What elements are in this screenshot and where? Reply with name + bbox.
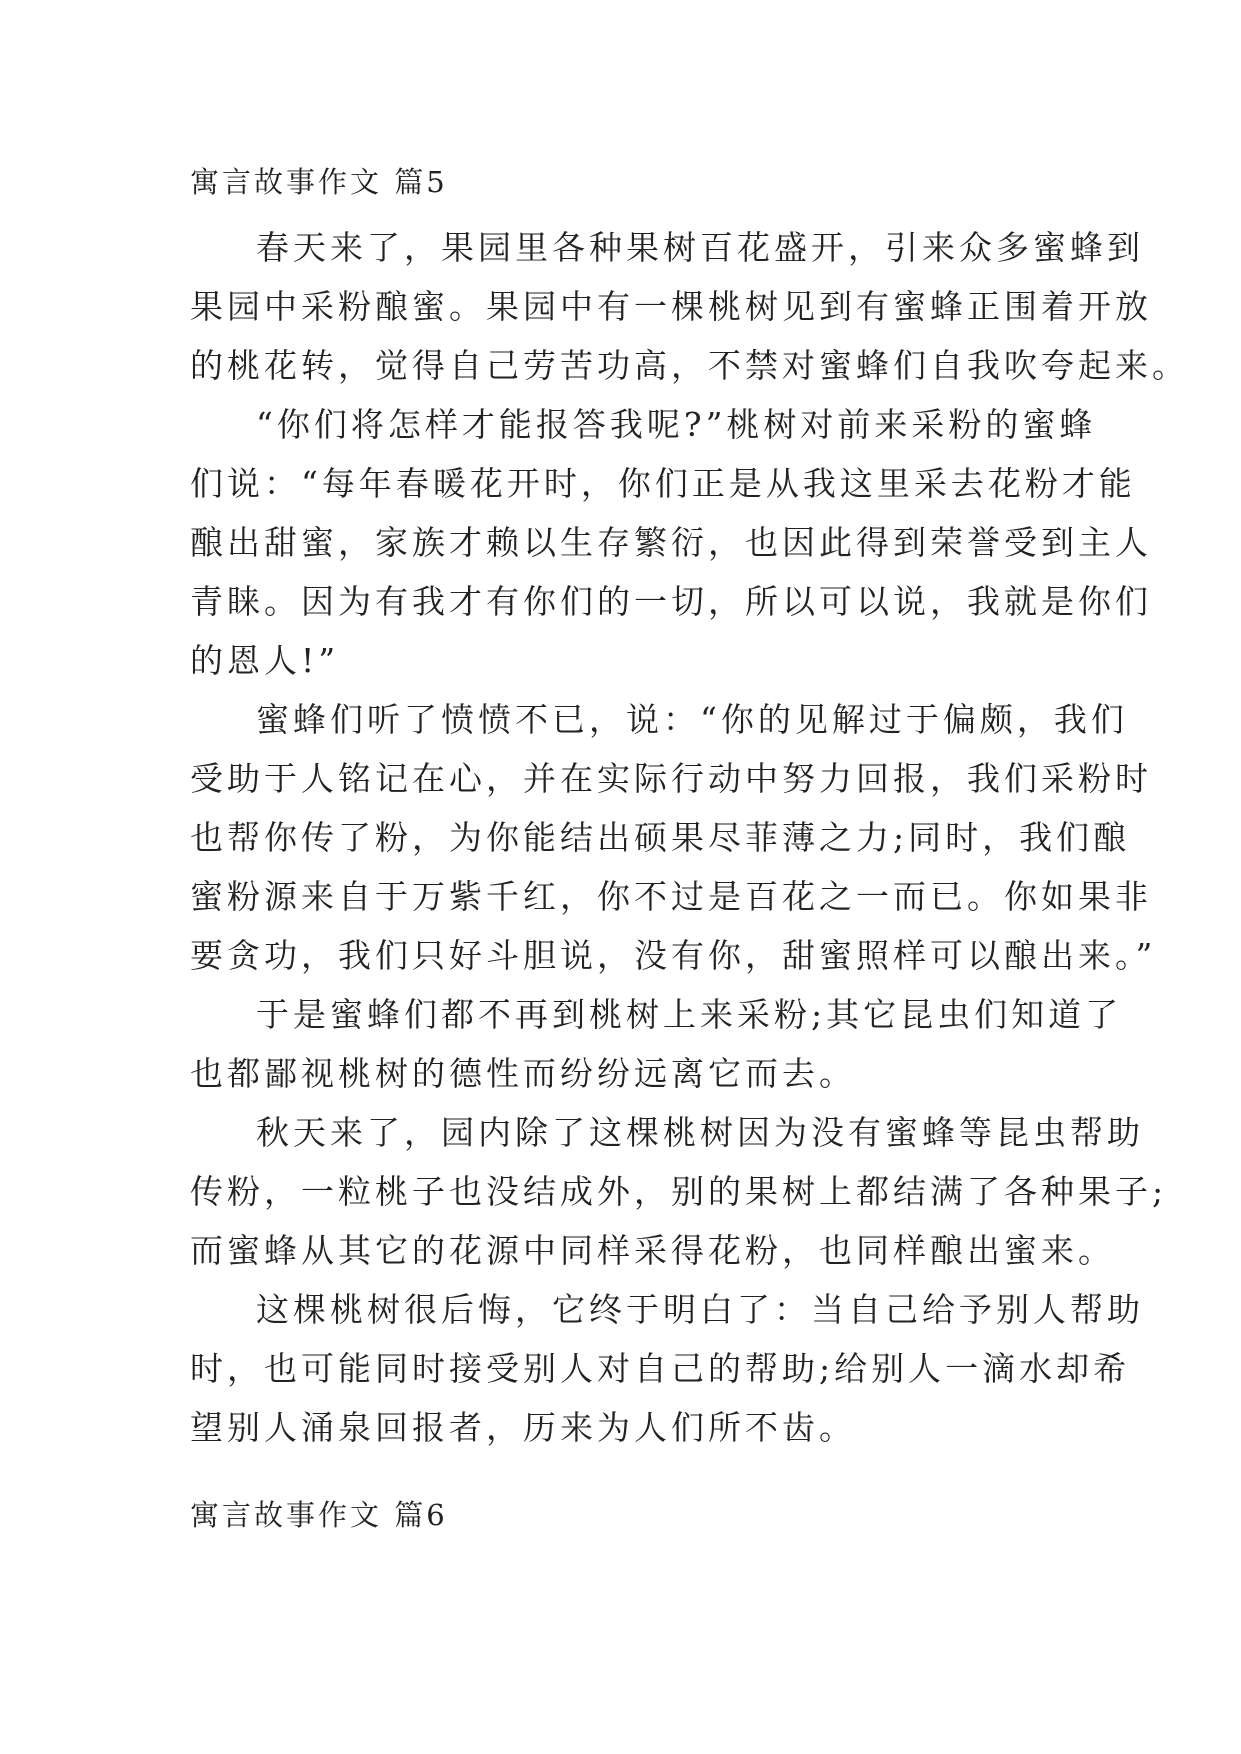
text-line: 果园中采粉酿蜜。果园中有一棵桃树见到有蜜蜂正围着开放 [190,287,1152,326]
text-line: 的恩人!” [190,641,340,680]
text-line: 们说：“每年春暖花开时，你们正是从我这里采去花粉才能 [190,464,1136,503]
paragraph [190,218,1189,395]
text-line: 青睐。因为有我才有你们的一切，所以可以说，我就是你们 [190,582,1152,621]
text-line: 望别人涌泉回报者，历来为人们所不齿。 [190,1408,856,1447]
paragraph [190,1103,1168,1280]
text-line: 于是蜜蜂们都不再到桃树上来采粉;其它昆虫们知道了 [256,995,1123,1034]
text-line: 春天来了，果园里各种果树百花盛开，引来众多蜜蜂到 [256,228,1144,267]
text-line: 要贪功，我们只好斗胆说，没有你，甜蜜照样可以酿出来。” [190,936,1157,975]
story-body [190,218,1189,1457]
text-line: 蜜蜂们听了愤愤不已，说：“你的见解过于偏颇，我们 [256,700,1128,739]
text-line: 传粉，一粒桃子也没结成外，别的果树上都结满了各种果子; [190,1172,1168,1211]
paragraph [190,985,1123,1103]
text-line: 的桃花转，觉得自己劳苦功高，不禁对蜜蜂们自我吹夸起来。 [190,346,1189,385]
text-line: 而蜜蜂从其它的花源中同样采得花粉，也同样酿出蜜来。 [190,1231,1115,1270]
text-line: 这棵桃树很后悔，它终于明白了：当自己给予别人帮助 [256,1290,1144,1329]
text-line: 秋天来了，园内除了这棵桃树因为没有蜜蜂等昆虫帮助 [256,1113,1144,1152]
text-line: 受助于人铭记在心，并在实际行动中努力回报，我们采粉时 [190,759,1152,798]
text-line: “你们将怎样才能报答我呢?”桃树对前来采粉的蜜蜂 [256,405,1097,444]
paragraph [190,395,1152,690]
section-title: 寓言故事作文 篇5 [190,165,448,199]
paragraph [190,1280,1144,1457]
text-line: 酿出甜蜜，家族才赖以生存繁衍，也因此得到荣誉受到主人 [190,523,1152,562]
text-line: 也帮你传了粉，为你能结出硕果尽菲薄之力;同时，我们酿 [190,818,1131,857]
section-title: 寓言故事作文 篇6 [190,1498,448,1532]
text-line: 蜜粉源来自于万紫千红，你不过是百花之一而已。你如果非 [190,877,1152,916]
text-line: 也都鄙视桃树的德性而纷纷远离它而去。 [190,1054,856,1093]
paragraph [190,690,1157,985]
text-line: 时，也可能同时接受别人对自己的帮助;给别人一滴水却希 [190,1349,1131,1388]
